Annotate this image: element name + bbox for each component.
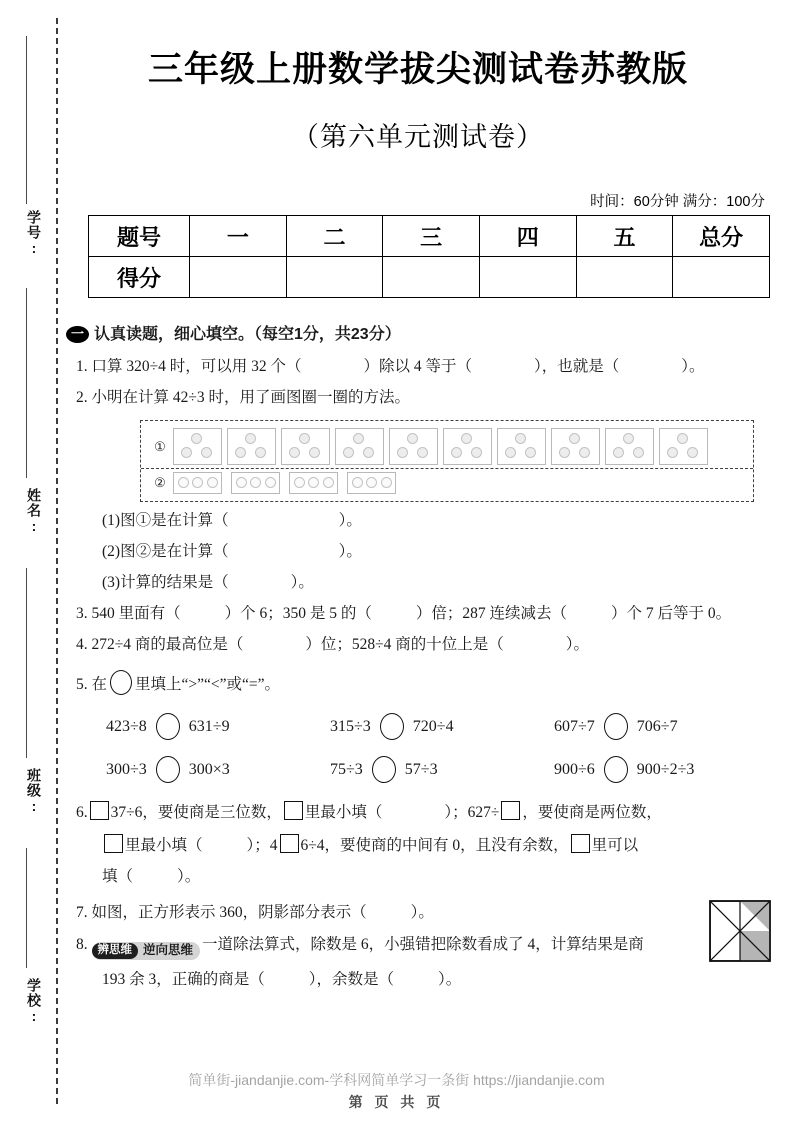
q3-text-d: ）个 7 后等于 0。	[611, 604, 732, 622]
q5-circle-blank[interactable]	[110, 670, 132, 695]
score-table-col-2: 二	[286, 216, 383, 257]
question-6-line-3	[102, 862, 780, 893]
q6-num: 6.	[76, 804, 88, 822]
comparison-left: 423÷8	[106, 717, 147, 735]
comparison-left: 900÷6	[554, 760, 595, 778]
comparison-circle-blank[interactable]	[380, 713, 404, 740]
q6-text-c: 里最小填（	[304, 804, 383, 822]
q8-text-a: 一道除法算式，除数是 6，小强错把除数看成了 4，计算结果是商	[202, 936, 644, 954]
dot-icon	[192, 477, 203, 488]
score-table-col-3: 三	[383, 216, 480, 257]
dot-group	[231, 472, 280, 494]
diagram-row-1-tag: ①	[154, 438, 166, 454]
q2-1-text-a: (1)图①是在计算（	[102, 511, 229, 529]
comparison-circle-blank[interactable]	[156, 713, 180, 740]
comparison-item	[554, 756, 778, 783]
q8-text-c: ），余数是（	[308, 970, 395, 988]
score-table-row-label-score: 得分	[89, 257, 190, 298]
q6-text-f: 里最小填（	[125, 837, 203, 855]
question-1	[76, 352, 780, 383]
q6-text-j: 填（	[102, 868, 134, 886]
dot-icon	[505, 447, 516, 458]
q6-box-4[interactable]	[104, 834, 123, 853]
question-7	[76, 893, 780, 929]
score-table-col-5: 五	[576, 216, 673, 257]
q3-text-c: ）倍；287 连续减去（	[415, 604, 568, 622]
q6-box-2[interactable]	[284, 801, 303, 820]
score-table	[88, 215, 770, 298]
comparison-right: 720÷4	[412, 717, 454, 735]
question-8	[76, 929, 780, 965]
badge-text-label: 逆向思维	[143, 943, 194, 958]
question-5	[76, 660, 780, 701]
diagram-row-2-tag: ②	[154, 475, 166, 491]
q1-text-d: ）。	[681, 358, 705, 375]
margin-label-school: 学校:	[26, 978, 42, 1025]
dot-icon	[461, 433, 472, 444]
dot-icon	[525, 447, 536, 458]
dot-icon	[451, 447, 462, 458]
dot-icon	[343, 447, 354, 458]
question-4	[76, 630, 780, 661]
dot-group	[227, 428, 276, 465]
dot-icon	[309, 447, 320, 458]
dot-icon	[352, 477, 363, 488]
footer-page-number: 第 页 共 页	[348, 1094, 445, 1110]
page-subtitle: （第六单元测试卷）	[292, 122, 544, 152]
score-cell-1[interactable]	[190, 257, 287, 298]
comparison-right: 300×3	[188, 760, 230, 778]
dot-icon	[181, 447, 192, 458]
question-2-sub-1	[102, 506, 780, 537]
score-cell-4[interactable]	[479, 257, 576, 298]
q7-text-b: ）。	[410, 904, 434, 922]
q1-text-a: 1. 口算 320÷4 时，可以用 32 个（	[76, 358, 302, 375]
q5-text-b: 里填上“>”“<”或“=”。	[135, 676, 281, 694]
dot-icon	[299, 433, 310, 444]
q6-text-i: 里可以	[591, 837, 639, 855]
comparison-row-1	[106, 705, 778, 748]
q6-text-b: 37÷6，要使商是三位数，	[110, 804, 282, 822]
dot-icon	[294, 477, 305, 488]
margin-rule-3	[26, 568, 27, 758]
division-dot-diagram	[140, 420, 754, 502]
q6-text-h: 6÷4，要使商的中间有 0，且没有余数，	[300, 837, 569, 855]
dot-icon	[569, 433, 580, 444]
dot-icon	[579, 447, 590, 458]
table-row-header	[89, 216, 770, 257]
q8-num: 8.	[76, 936, 88, 954]
exam-meta-info: 时间：60分钟 满分：100分	[590, 194, 765, 210]
dot-group	[389, 428, 438, 465]
shaded-square-figure	[709, 900, 771, 962]
dot-icon	[667, 447, 678, 458]
dot-group	[347, 472, 396, 494]
margin-rule-1	[26, 36, 27, 204]
comparison-left: 300÷3	[106, 760, 147, 778]
q6-box-6[interactable]	[571, 834, 590, 853]
dot-icon	[178, 477, 189, 488]
comparison-circle-blank[interactable]	[372, 756, 396, 783]
dot-icon	[559, 447, 570, 458]
q2-1-text-b: ）。	[338, 511, 362, 529]
comparison-grid	[106, 705, 778, 791]
comparison-left: 315÷3	[330, 717, 371, 735]
dot-icon	[245, 433, 256, 444]
dot-group	[173, 472, 222, 494]
dot-group	[497, 428, 546, 465]
dot-group	[289, 472, 338, 494]
dot-icon	[201, 447, 212, 458]
score-table-col-1: 一	[190, 216, 287, 257]
q1-text-c: ），也就是（	[534, 358, 620, 375]
margin-rule-2	[26, 288, 27, 478]
comparison-circle-blank[interactable]	[604, 713, 628, 740]
comparison-item	[106, 756, 330, 783]
dot-icon	[623, 433, 634, 444]
score-cell-2[interactable]	[286, 257, 383, 298]
q2-text: 2. 小明在计算 42÷3 时，用了画图圈一圈的方法。	[76, 388, 411, 406]
dot-icon	[515, 433, 526, 444]
score-table-col-4: 四	[479, 216, 576, 257]
q5-text-a: 5. 在	[76, 676, 108, 694]
page-title: 三年级上册数学拔尖测试卷苏教版	[147, 50, 688, 89]
question-2	[76, 383, 780, 414]
q2-3-text-b: ）。	[290, 573, 314, 591]
dot-group	[173, 428, 222, 465]
dot-group	[443, 428, 492, 465]
fold-dashed-line	[56, 18, 58, 1104]
comparison-right: 631÷9	[188, 717, 230, 735]
question-2-sub-3	[102, 568, 780, 599]
q3-text-a: 3. 540 里面有（	[76, 604, 181, 622]
dot-group	[605, 428, 654, 465]
section-number-badge: 一	[66, 326, 89, 343]
dot-icon	[633, 447, 644, 458]
q3-text-b: ）个 6；350 是 5 的（	[224, 604, 372, 622]
q2-2-text-a: (2)图②是在计算（	[102, 542, 229, 560]
margin-label-name: 姓名:	[26, 488, 42, 535]
dot-group	[551, 428, 600, 465]
diagram-row-2	[141, 469, 753, 497]
comparison-right: 57÷3	[404, 760, 438, 778]
q6-box-5[interactable]	[280, 834, 299, 853]
dot-icon	[289, 447, 300, 458]
footer-watermark: 简单街-jiandanjie.com-学科网简单学习一条街 https://jiandanjie.com	[188, 1072, 605, 1088]
question-2-sub-2	[102, 537, 780, 568]
dot-group	[335, 428, 384, 465]
dot-icon	[397, 447, 408, 458]
margin-rule-4	[26, 848, 27, 968]
dot-icon	[323, 477, 334, 488]
dot-icon	[407, 433, 418, 444]
q6-text-k: ）。	[177, 868, 201, 886]
question-6	[76, 793, 780, 829]
left-margin-strip	[0, 0, 62, 1122]
score-cell-5[interactable]	[576, 257, 673, 298]
score-cell-total[interactable]	[673, 257, 770, 298]
comparison-item	[330, 713, 554, 740]
q7-text-a: 7. 如图，正方形表示 360，阴影部分表示（	[76, 904, 367, 922]
dot-icon	[613, 447, 624, 458]
diagram-row-1	[141, 425, 753, 469]
dot-icon	[353, 433, 364, 444]
comparison-item	[106, 713, 330, 740]
dot-icon	[235, 447, 246, 458]
comparison-right: 900÷2÷3	[636, 760, 695, 778]
dot-icon	[207, 477, 218, 488]
dot-icon	[687, 447, 698, 458]
dot-icon	[250, 477, 261, 488]
q1-text-b: ）除以 4 等于（	[363, 358, 473, 375]
q2-2-text-b: ）。	[338, 542, 362, 560]
q6-box-3[interactable]	[501, 801, 520, 820]
exam-body	[62, 326, 780, 996]
comparison-circle-blank[interactable]	[156, 756, 180, 783]
q6-text-d: ）；627÷	[444, 804, 500, 822]
dot-group	[659, 428, 708, 465]
score-cell-3[interactable]	[383, 257, 480, 298]
dot-icon	[471, 447, 482, 458]
score-table-col-total: 总分	[673, 216, 770, 257]
table-row-scores	[89, 257, 770, 298]
section-title: 认真读题，细心填空。（每空1分，共23分）	[94, 325, 401, 343]
q2-3-text-a: (3)计算的结果是（	[102, 573, 229, 591]
comparison-item	[554, 713, 778, 740]
comparison-left: 607÷7	[554, 717, 595, 735]
question-3	[76, 599, 780, 630]
margin-label-class: 班级:	[26, 768, 42, 815]
q6-text-e: ，要使商是两位数，	[522, 804, 662, 822]
question-8-line-2	[102, 965, 780, 996]
comparison-item	[330, 756, 554, 783]
comparison-right: 706÷7	[636, 717, 678, 735]
dot-icon	[308, 477, 319, 488]
dot-icon	[417, 447, 428, 458]
dot-icon	[366, 477, 377, 488]
q6-box-1[interactable]	[90, 801, 109, 820]
margin-label-student-id: 学号:	[26, 210, 42, 257]
dot-icon	[677, 433, 688, 444]
comparison-circle-blank[interactable]	[604, 756, 628, 783]
dot-group	[281, 428, 330, 465]
dot-icon	[381, 477, 392, 488]
dot-icon	[236, 477, 247, 488]
q4-text-b: ）位；528÷4 商的十位上是（	[305, 635, 504, 653]
dot-icon	[191, 433, 202, 444]
thinking-skill-badge	[92, 942, 201, 960]
q6-text-g: ）；4	[246, 837, 278, 855]
section-heading-one	[66, 326, 780, 343]
dot-icon	[265, 477, 276, 488]
q4-text-a: 4. 272÷4 商的最高位是（	[76, 635, 244, 653]
question-6-line-2	[102, 829, 780, 862]
q8-text-d: ）。	[438, 970, 462, 988]
q4-text-c: ）。	[565, 635, 590, 653]
q8-text-b: 193 余 3，正确的商是（	[102, 970, 265, 988]
comparison-left: 75÷3	[330, 760, 363, 778]
comparison-row-2	[106, 748, 778, 791]
score-table-row-label-number: 题号	[89, 216, 190, 257]
dot-icon	[255, 447, 266, 458]
dot-icon	[363, 447, 374, 458]
badge-pill-label: 辨思维	[92, 943, 139, 959]
